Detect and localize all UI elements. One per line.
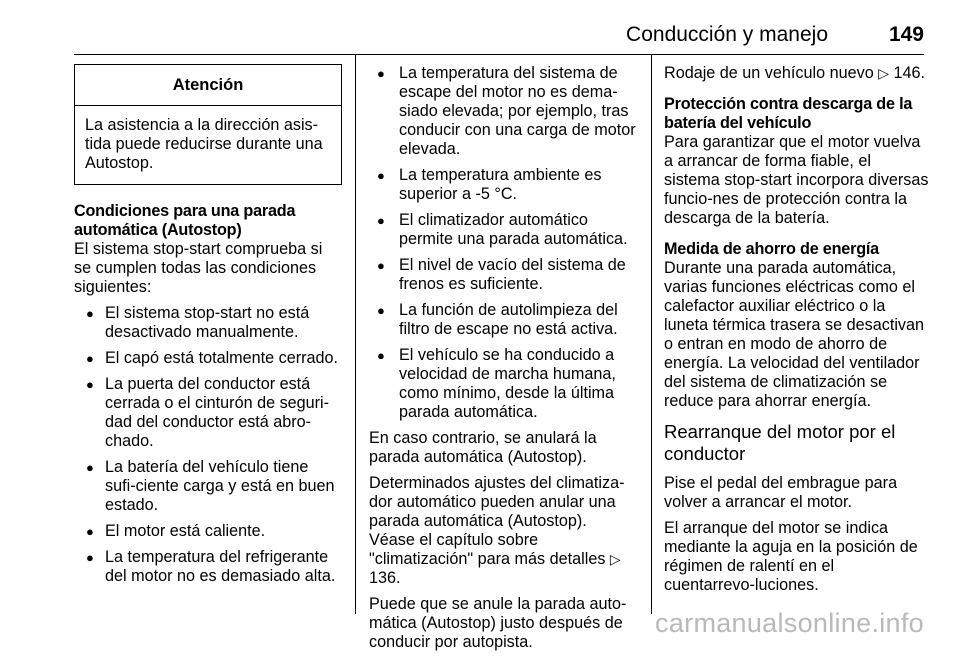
page-number: 149 <box>888 23 924 46</box>
bullet-icon: ● <box>377 66 385 81</box>
list-item: ● El climatizador automático permite una parada automática. <box>377 211 628 248</box>
bullet-icon: ● <box>86 306 94 321</box>
paragraph: Determinados ajustes del climatiza-dor automático pueden anular una parada automática (Autostop). Véase el capítulo sobre "climatización" para más detalles ▷ 136. <box>369 474 625 587</box>
bullet-icon: ● <box>86 377 94 392</box>
list-item: ● La temperatura del sistema de escape del motor no es dema-siado elevada; por ejemplo, tras conducir con una carga de motor elevada. <box>377 64 636 158</box>
page-reference-icon: ▷ <box>878 65 889 81</box>
paragraph: Durante una parada automática, varias funciones eléctricas como el calefactor auxiliar eléctrico o la luneta térmica trasera se desactivan o entran en modo de ahorro de energía. La velocidad del ventilador del sistema de climatización se reduce para ahorrar energía. <box>664 259 925 410</box>
list-item: ● La batería del vehículo tiene sufi-ciente carga y está en buen estado. <box>86 458 335 514</box>
section-heading-autostop-conditions: Condiciones para una parada automática (Autostop) <box>74 202 296 239</box>
list-item: ● La temperatura del refrigerante del motor no es demasiado alta. <box>86 548 336 585</box>
paragraph: El arranque del motor se indica mediante la aguja en la posición de régimen de ralentí en el cuentarrevo-luciones. <box>664 519 918 594</box>
paragraph: En caso contrario, se anulará la parada automática (Autostop). <box>369 429 597 466</box>
column-divider-2 <box>651 54 652 614</box>
header-divider <box>74 54 924 55</box>
list-item: ● El sistema stop-start no está desactivado manualmente. <box>86 304 310 341</box>
list-item: ● La puerta del conductor está cerrada o el cinturón de seguri-dad del conductor está abro-chado. <box>86 375 330 450</box>
bullet-icon: ● <box>86 550 94 565</box>
column-2 <box>369 64 637 659</box>
list-item: ● El nivel de vacío del sistema de frenos es suficiente. <box>377 256 626 293</box>
paragraph: El sistema stop-start comprueba si se cumplen todas las condiciones siguientes: <box>74 240 323 296</box>
notice-box <box>74 64 342 185</box>
section-heading-driver-restart: Rearranque del motor por el conductor <box>664 421 896 464</box>
list-item: ● El capó está totalmente cerrado. <box>86 349 339 367</box>
bullet-icon: ● <box>377 348 385 363</box>
list-item: ● El motor está caliente. <box>86 522 266 540</box>
bullet-icon: ● <box>86 351 94 366</box>
section-heading-energy-saving: Medida de ahorro de energía <box>664 240 879 258</box>
paragraph: Puede que se anule la parada auto-mática (Autostop) justo después de conducir por autopista. <box>369 595 627 651</box>
page-reference[interactable]: 146. <box>893 64 925 82</box>
bullet-icon: ● <box>86 460 94 475</box>
watermark: carmanualsonline.info <box>655 608 924 638</box>
column-3 <box>664 64 929 602</box>
bullet-icon: ● <box>86 524 94 539</box>
list-item: ● La función de autolimpieza del filtro de escape no está activa. <box>377 301 618 338</box>
notice-body: La asistencia a la dirección asis-tida puede reducirse durante una Autostop. <box>85 116 323 172</box>
page-header-title: Conducción y manejo <box>626 23 828 46</box>
column-1 <box>74 64 342 593</box>
section-heading-battery-protection: Protección contra descarga de la batería del vehículo <box>664 95 913 132</box>
paragraph: Pise el pedal del embrague para volver a arrancar el motor. <box>664 474 898 511</box>
list-item: ● La temperatura ambiente es superior a -5 °C. <box>377 166 602 203</box>
list-item: ● El vehículo se ha conducido a velocidad de marcha humana, como mínimo, desde la última parada automática. <box>377 346 616 421</box>
bullet-icon: ● <box>377 258 385 273</box>
bullet-icon: ● <box>377 303 385 318</box>
bullet-icon: ● <box>377 213 385 228</box>
conditions-list <box>74 304 342 586</box>
paragraph: Rodaje de un vehículo nuevo ▷ 146. <box>664 64 925 82</box>
bullet-icon: ● <box>377 168 385 183</box>
paragraph: Para garantizar que el motor vuelva a arrancar de forma fiable, el sistema stop-start incorpora diversas funcio-nes de protección contra la descarga de la batería. <box>664 133 929 227</box>
page-reference-icon: ▷ <box>609 551 621 567</box>
column-divider-1 <box>355 54 356 614</box>
conditions-list-continued <box>369 64 637 422</box>
notice-title: Atención <box>75 65 341 106</box>
page-reference[interactable]: 136. <box>369 569 401 587</box>
